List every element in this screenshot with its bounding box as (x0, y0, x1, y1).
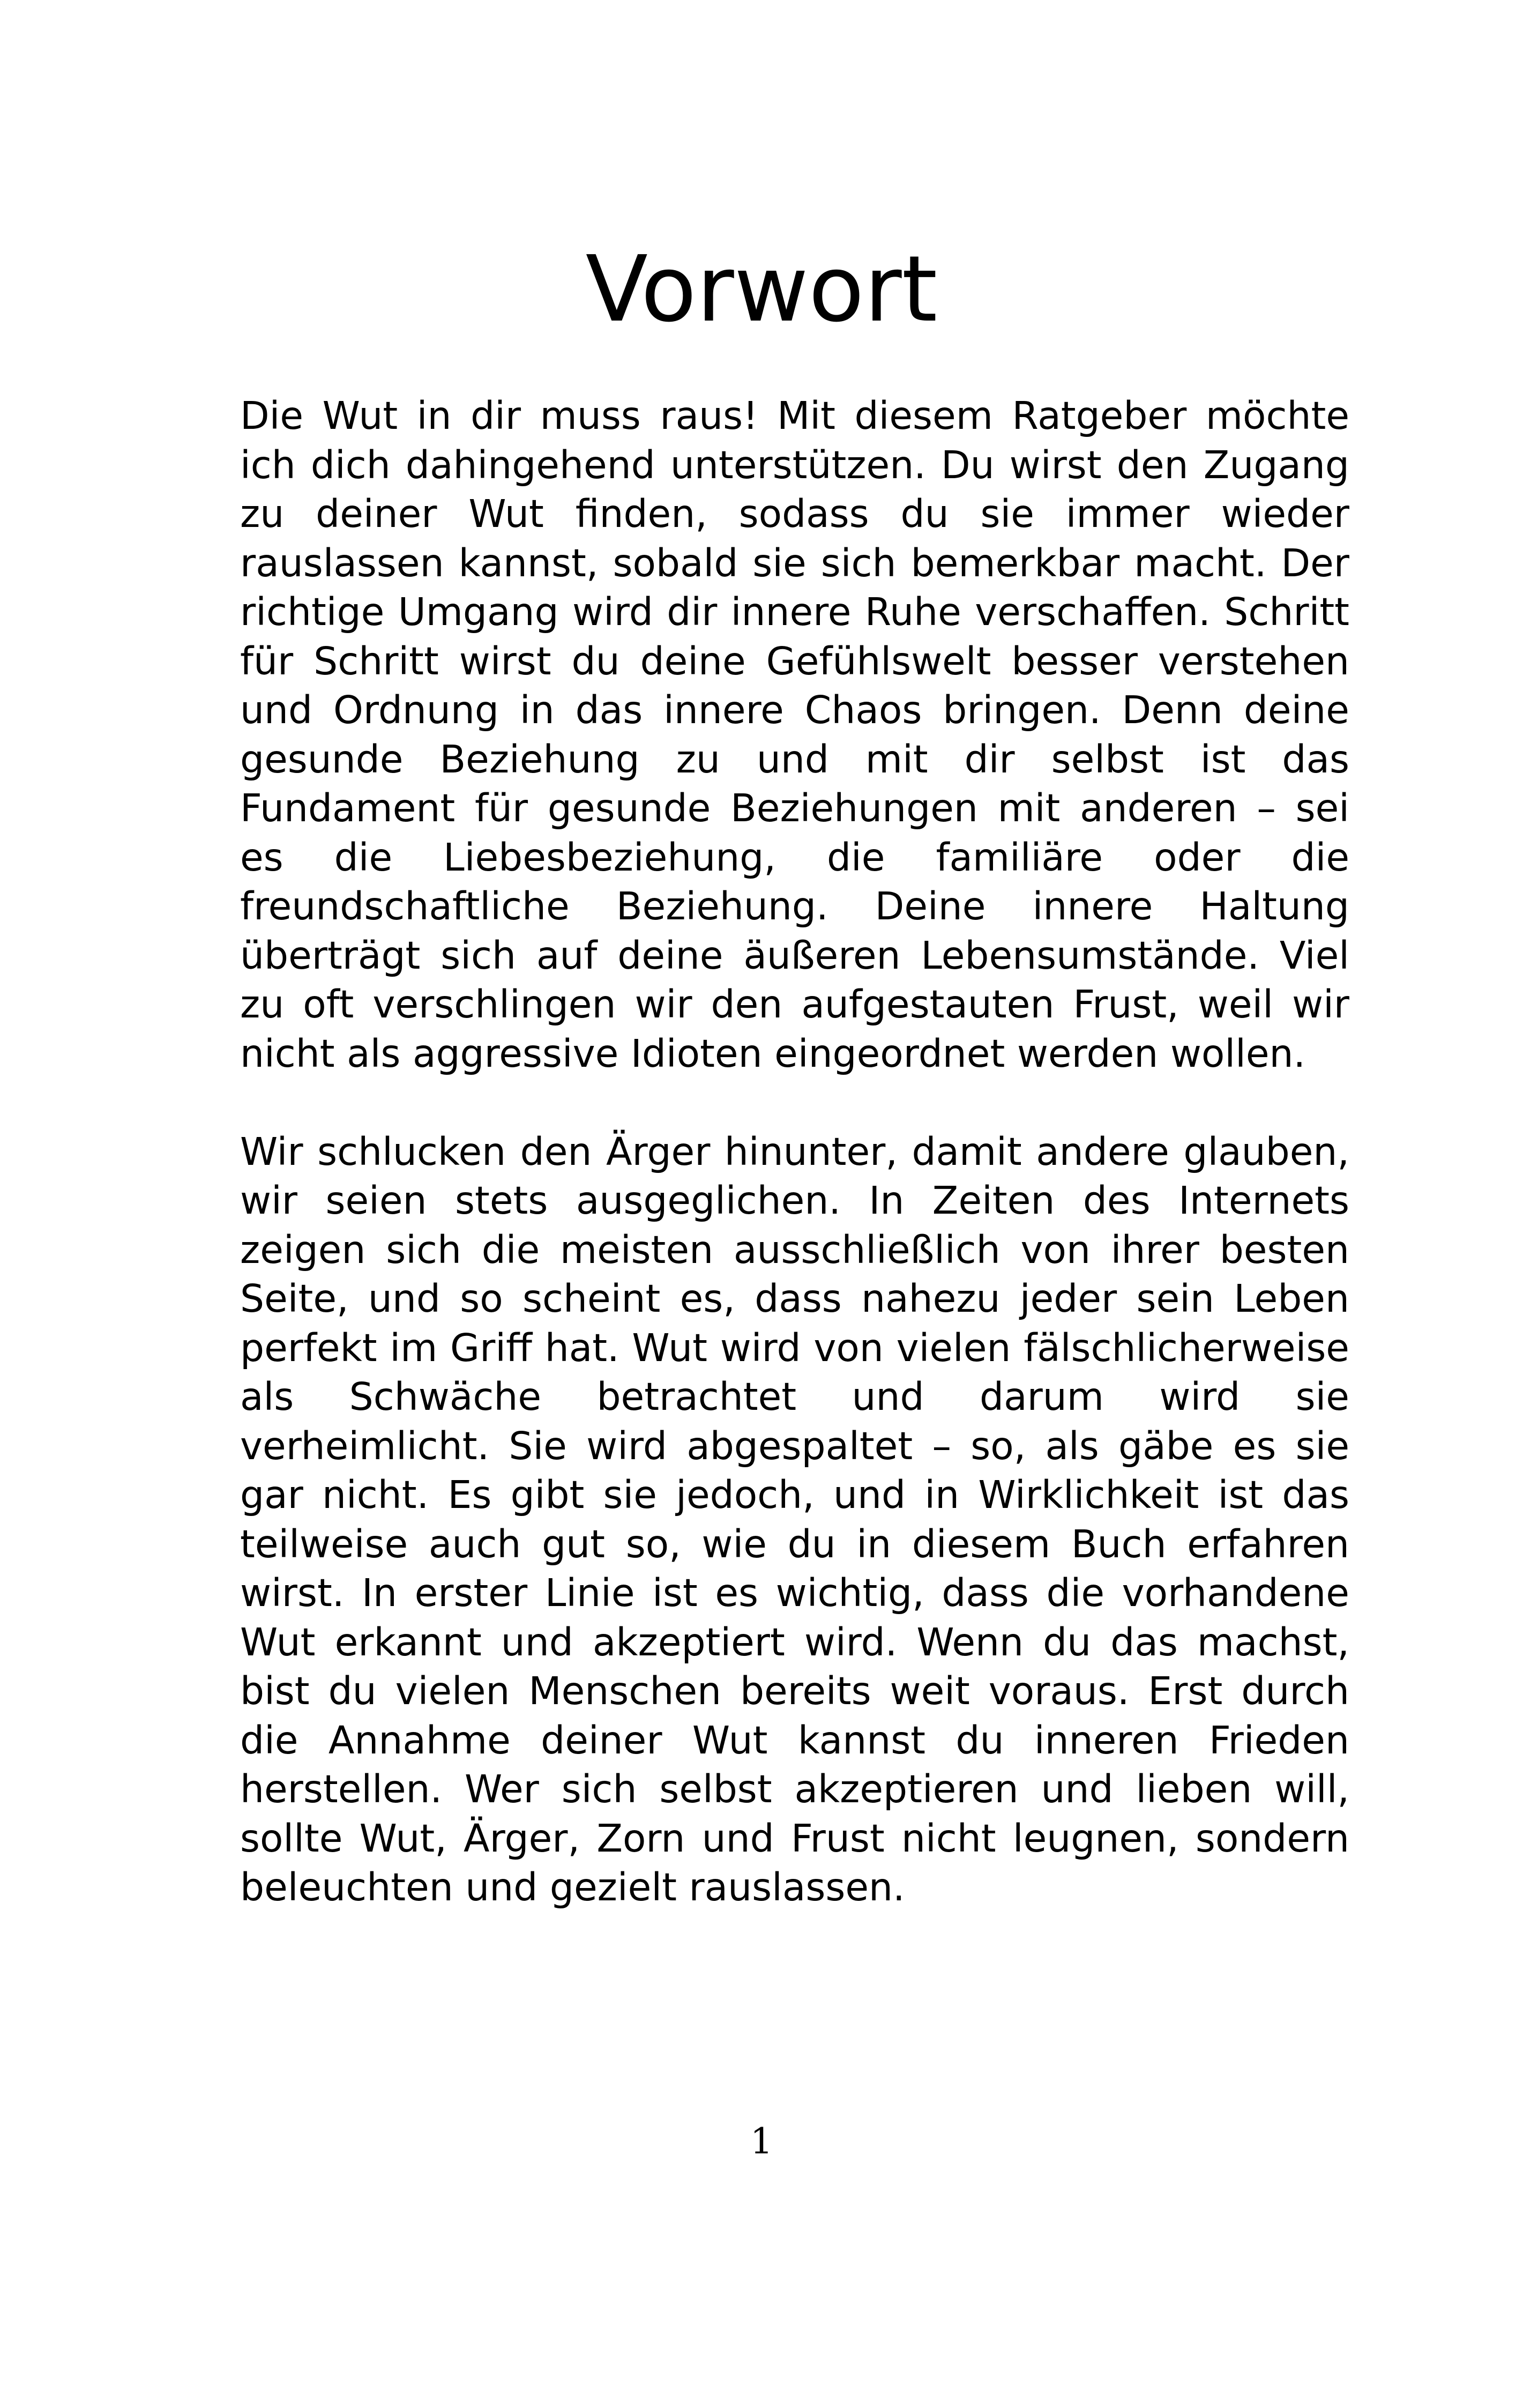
chapter-title: Vorwort (585, 236, 938, 343)
page-number: 1 (750, 2121, 773, 2162)
chapter-body (240, 391, 1349, 1912)
paragraph: Wir schlucken den Ärger hinunter, damit andere glauben, wir seien stets ausgeglichen. In Zeiten des Internets zeigen sich die meisten ausschließlich von ihrer besten Seite, und so scheint es, dass nahezu jeder sein Leben perfekt im Griff hat. Wut wird von vielen fälschlicherweise als Schwäche betrachtet und darum wird sie verheimlicht. Sie wird abgespaltet – so, als gäbe es sie gar nicht. Es gibt sie jedoch, und in Wirklichkeit ist das teilweise auch gut so, wie du in diesem Buch erfahren wirst. In erster Linie ist es wichtig, dass die vorhandene Wut erkannt und akzeptiert wird. Wenn du das machst, bist du vielen Menschen bereits weit voraus. Erst durch die Annahme deiner Wut kannst du inneren Frieden herstellen. Wer sich selbst akzeptieren und lieben will, sollte Wut, Ärger, Zorn und Frust nicht leugnen, sondern beleuchten und gezielt rauslassen. (240, 1129, 1349, 1909)
paragraph: Die Wut in dir muss raus! Mit diesem Ratgeber möchte ich dich dahingehend unterstützen. Du wirst den Zugang zu deiner Wut finden, sodass du sie immer wieder rauslassen kannst, sobald sie sich bemerkbar macht. Der richtige Umgang wird dir innere Ruhe verschaffen. Schritt für Schritt wirst du deine Gefühlswelt besser verstehen und Ordnung in das innere Chaos bringen. Denn deine gesunde Beziehung zu und mit dir selbst ist das Fundament für gesunde Beziehungen mit anderen – sei es die Liebesbeziehung, die familiäre oder die freundschaftliche Beziehung. Deine innere Haltung überträgt sich auf deine äußeren Lebensumstände. Viel zu oft verschlingen wir den aufgestauten Frust, weil wir nicht als aggressive Idioten eingeordnet werden wollen. (240, 393, 1349, 1076)
